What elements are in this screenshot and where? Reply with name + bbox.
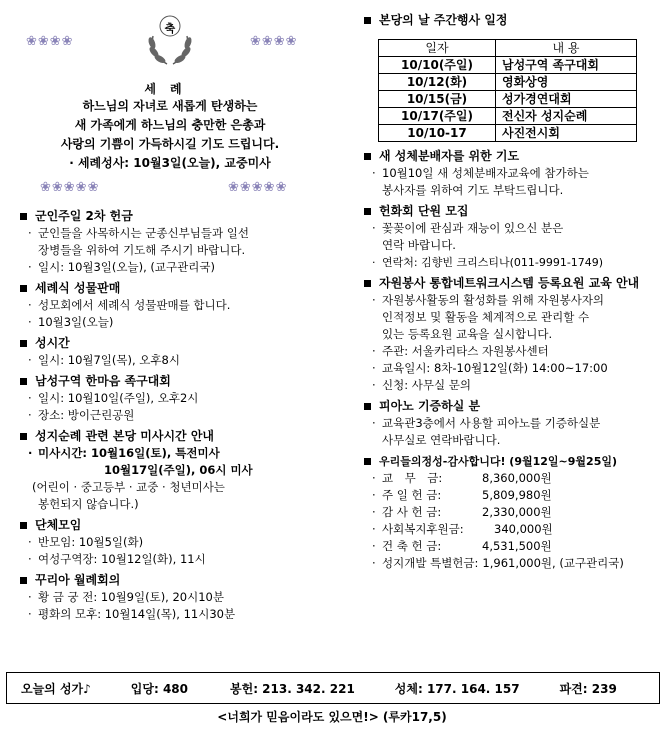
section-item: · 교육관3층에서 사용할 피아노를 기증하실분 bbox=[372, 416, 601, 430]
table-row: 10/10(주일) 남성구역 족구대회 bbox=[379, 57, 637, 74]
section-item: · 황 금 궁 전: 10월9일(토), 20시10분 bbox=[28, 590, 224, 604]
offering-row: · 주 일 헌 금: 5,809,980원 bbox=[372, 488, 552, 502]
bullet-square-icon bbox=[20, 378, 27, 385]
greeting-title: 세례 bbox=[144, 82, 196, 96]
hymn-numbers-bar bbox=[6, 672, 660, 704]
section-item: (어린이 · 중고등부 · 교중 · 청년미사는 bbox=[32, 480, 225, 494]
table-header-row bbox=[379, 40, 637, 57]
section-heading: 새 성체분배자를 위한 기도 bbox=[358, 148, 660, 165]
communion-hymn: 성체: 177. 164. 157 bbox=[394, 681, 520, 696]
section-item: · 성모회에서 세례식 성물판매를 합니다. bbox=[28, 298, 231, 312]
section-item: 연락 바랍니다. bbox=[382, 238, 456, 252]
bullet-square-icon bbox=[364, 153, 371, 160]
section-heading: 우리들의정성-감사합니다! (9월12일~9월25일) bbox=[358, 453, 660, 470]
table-row: 10/15(금) 성가경연대회 bbox=[379, 91, 637, 108]
right-column bbox=[358, 8, 660, 572]
bible-verse: <너희가 믿음이라도 있으면!> (루카17,5) bbox=[217, 710, 447, 724]
flower-border-icon: ❀❀❀❀❀ bbox=[40, 180, 100, 195]
bullet-square-icon bbox=[364, 403, 371, 410]
section-heading: 군인주일 2차 헌금 bbox=[14, 208, 326, 225]
section-item: · 군인들을 사목하시는 군종신부님들과 일선 bbox=[28, 226, 249, 240]
section-item: 봉사자를 위하여 기도 부탁드립니다. bbox=[382, 183, 564, 197]
section-item: 장병들을 위하여 기도해 주시기 바랍니다. bbox=[38, 243, 246, 257]
badge-text: 축 bbox=[164, 22, 176, 35]
hymn-label: 오늘의 성가♪ bbox=[21, 681, 91, 696]
section-item: 사무실로 연락바랍니다. bbox=[382, 433, 501, 447]
table-row: 10/10-17 사진전시회 bbox=[379, 125, 637, 142]
section-item: · 주관: 서울카리타스 자원봉사센터 bbox=[372, 344, 549, 358]
entrance-hymn: 입당: 480 bbox=[130, 681, 189, 696]
event-schedule-table bbox=[378, 39, 637, 142]
recessional-hymn: 파견: 239 bbox=[559, 681, 617, 696]
offering-row: · 성지개발 특별헌금: 1,961,000원, (교구관리국) bbox=[372, 556, 624, 570]
section-heading: 헌화회 단원 모집 bbox=[358, 203, 660, 220]
laurel-wreath-icon bbox=[135, 10, 205, 80]
section-item: · 교육일시: 8차-10월12일(화) 14:00~17:00 bbox=[372, 361, 608, 375]
section-item: · 여성구역장: 10월12일(화), 11시 bbox=[28, 552, 206, 566]
table-row: 10/12(화) 영화상영 bbox=[379, 74, 637, 91]
bullet-square-icon bbox=[20, 213, 27, 220]
table-row: 10/17(주일) 전신자 성지순례 bbox=[379, 108, 637, 125]
bullet-square-icon bbox=[364, 17, 371, 24]
section-item: · 꽃꽂이에 관심과 재능이 있으신 분은 bbox=[372, 221, 564, 235]
offering-row: · 건 축 헌 금: 4,531,500원 bbox=[372, 539, 552, 553]
offertory-hymn: 봉헌: 213. 342. 221 bbox=[230, 681, 355, 696]
section-item: 10월17일(주일), 06시 미사 bbox=[104, 463, 253, 477]
section-item: · 10월10일 새 성체분배자교육에 참가하는 bbox=[372, 166, 589, 180]
bullet-square-icon bbox=[20, 285, 27, 292]
section-item: · 일시: 10월7일(목), 오후8시 bbox=[28, 353, 180, 367]
table-header: 일자 bbox=[379, 40, 496, 57]
section-item: · 미사시간: 10월16일(토), 특전미사 bbox=[28, 446, 220, 460]
section-heading: 본당의 날 주간행사 일정 bbox=[358, 12, 660, 29]
bullet-square-icon bbox=[20, 522, 27, 529]
offering-row: · 교 무 금: 8,360,000원 bbox=[372, 471, 552, 485]
offering-row: · 감 사 헌 금: 2,330,000원 bbox=[372, 505, 552, 519]
offering-list bbox=[358, 470, 660, 572]
flower-border-icon: ❀❀❀❀❀ bbox=[228, 180, 288, 195]
section-item: 있는 등록요원 교육을 실시합니다. bbox=[382, 327, 553, 341]
section-item: · 10월3일(오늘) bbox=[28, 315, 114, 329]
left-column bbox=[14, 204, 326, 623]
section-item: · 일시: 10월3일(오늘), (교구관리국) bbox=[28, 260, 215, 274]
baptism-mass: · 세례성사: 10월3일(오늘), 교중미사 bbox=[69, 156, 271, 170]
bullet-square-icon bbox=[364, 208, 371, 215]
section-item: · 장소: 방이근린공원 bbox=[28, 408, 135, 422]
bullet-square-icon bbox=[364, 458, 371, 465]
section-item: · 반모임: 10월5일(화) bbox=[28, 535, 144, 549]
section-heading: 성시간 bbox=[14, 335, 326, 352]
section-item: · 연락처: 김향빈 크리스티나(011-9991-1749) bbox=[372, 256, 604, 269]
greeting-line: 사랑의 기쁨이 가득하시길 기도 드립니다. bbox=[60, 137, 280, 151]
flower-border-icon: ❀❀❀❀ bbox=[250, 34, 298, 49]
flower-border-icon: ❀❀❀❀ bbox=[26, 34, 74, 49]
bullet-square-icon bbox=[20, 577, 27, 584]
offering-row: · 사회복지후원금: 340,000원 bbox=[372, 522, 553, 536]
section-item: 봉헌되지 않습니다.) bbox=[38, 497, 139, 511]
greeting-line: 새 가족에게 하느님의 충만한 은총과 bbox=[74, 118, 266, 132]
section-heading: 피아노 기증하실 분 bbox=[358, 398, 660, 415]
section-item: · 일시: 10월10일(주일), 오후2시 bbox=[28, 391, 199, 405]
section-heading: 꾸리아 월례회의 bbox=[14, 572, 326, 589]
bullet-square-icon bbox=[20, 433, 27, 440]
section-heading: 자원봉사 통합네트워크시스템 등록요원 교육 안내 bbox=[358, 275, 660, 292]
greeting-text bbox=[14, 80, 326, 173]
bullet-square-icon bbox=[20, 340, 27, 347]
table-header: 내 용 bbox=[496, 40, 637, 57]
section-heading: 세례식 성물판매 bbox=[14, 280, 326, 297]
section-item: · 자원봉사활동의 활성화를 위해 자원봉사자의 bbox=[372, 293, 605, 307]
bullet-square-icon bbox=[364, 280, 371, 287]
section-item: · 신청: 사무실 문의 bbox=[372, 378, 471, 392]
section-item: · 평화의 모후: 10월14일(목), 11시30분 bbox=[28, 607, 236, 621]
greeting-line: 하느님의 자녀로 새롭게 탄생하는 bbox=[82, 99, 258, 113]
section-heading: 단체모임 bbox=[14, 517, 326, 534]
section-heading: 성지순례 관련 본당 미사시간 안내 bbox=[14, 428, 326, 445]
section-heading: 남성구역 한마음 족구대회 bbox=[14, 373, 326, 390]
section-item: 인적정보 및 활동을 체계적으로 관리할 수 bbox=[382, 310, 590, 324]
